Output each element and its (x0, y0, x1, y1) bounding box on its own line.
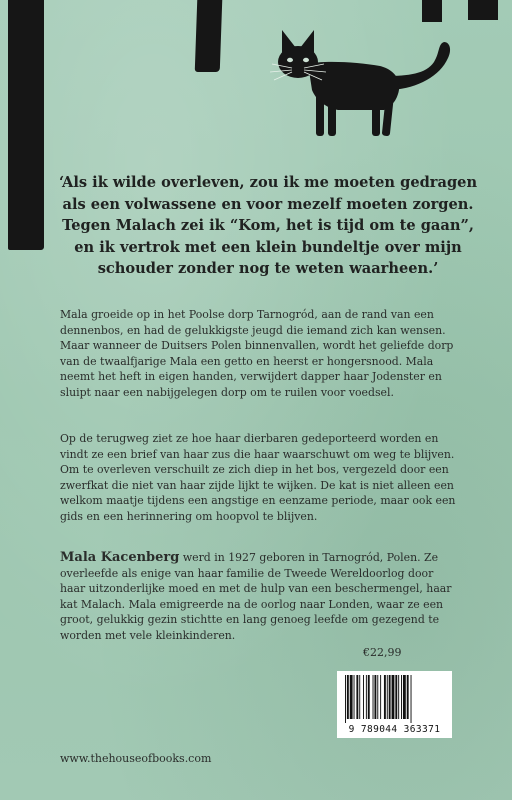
author-name: Mala Kacenberg (60, 550, 180, 565)
author-bio-text: werd in 1927 geboren in Tarnogród, Polen. Ze (179, 551, 439, 564)
blurb-line: Maar wanneer de Duitsers Polen binnenvallen, wordt het geliefde dorp (60, 339, 454, 352)
barcode-bar (380, 675, 381, 719)
barcode-bar (368, 675, 370, 719)
isbn-number: 9 789044 363371 (348, 724, 441, 735)
author-bio-line: kat Malach. Mala emigreerde na de oorlog naar Londen, waar ze een (60, 597, 444, 611)
barcode-bar (395, 675, 397, 719)
barcode (337, 671, 452, 738)
barcode-bar (350, 675, 353, 719)
blurb-line: vindt ze een brief van haar zus die haar waarschuwt om weg te blijven. (60, 447, 455, 461)
blurb-line: zwerfkat die niet van haar zijde lijkt te wijken. De kat is niet alleen een (60, 478, 454, 492)
barcode-bar (384, 675, 386, 719)
blurb-line: gids en een herinnering om hoopvol te blijven. (60, 509, 318, 523)
barcode-bar (359, 675, 360, 719)
publisher-website: www.thehouseofbooks.com (60, 752, 212, 765)
barcode-bar (401, 675, 402, 719)
blurb-line: Mala groeide op in het Poolse dorp Tarnogród, aan de rand van een (60, 308, 434, 321)
quote-line: als een volwassene en voor mezelf moeten zorgen. (62, 195, 474, 213)
barcode-bar (387, 675, 388, 719)
barcode-bar (403, 675, 406, 719)
barcode-bar (407, 675, 409, 719)
quote-line: schouder zonder nog te weten waarheen.’ (97, 260, 439, 278)
author-bio (60, 550, 470, 643)
barcode-bar (377, 675, 378, 719)
tree-trunk-middle (195, 0, 223, 72)
black-cat-illustration (268, 24, 454, 146)
price: €22,99 (363, 646, 402, 659)
barcode-bar (411, 675, 412, 723)
author-bio-line: overleefde als enige van haar familie de Tweede Wereldoorlog door (60, 566, 434, 580)
blurb-paragraph-1 (60, 307, 470, 400)
tree-trunk-right-1 (422, 0, 442, 22)
blurb-line: dennenbos, en had de gelukkigste jeugd die iemand zich kan wensen. (60, 323, 446, 337)
blurb-paragraph-2 (60, 431, 470, 524)
barcode-bar (392, 675, 395, 719)
barcode-bar (374, 675, 376, 719)
barcode-bar (347, 675, 349, 719)
tree-trunk-left (8, 0, 44, 250)
author-bio-line: groot, gelukkig gezin stichtte en lang genoeg leefde om gezegend te (60, 613, 440, 626)
barcode-bar (356, 675, 358, 719)
author-bio-first-line (60, 550, 470, 566)
blurb-line: neemt het heft in eigen handen, verwijdert dapper haar Jodenster en (60, 370, 442, 383)
blurb-line: welkom maatje tijdens een angstige en eenzame periode, maar ook een (60, 494, 456, 507)
quote-line: ‘Als ik wilde overleven, zou ik me moeten gedragen (58, 174, 478, 191)
blurb-line: van de twaalfjarige Mala een getto en heerst er hongersnood. Mala (60, 354, 434, 368)
barcode-bar (373, 675, 374, 719)
author-bio-line: worden met vele kleinkinderen. (60, 628, 236, 642)
quote-line: Tegen Malach zei ik “Kom, het is tijd om te gaan”, (62, 217, 474, 235)
barcode-bar (363, 675, 364, 719)
blurb-line: sluipt naar een nabijgelegen dorp om te ruilen voor voedsel. (60, 385, 394, 399)
barcode-bar (389, 675, 391, 719)
quote-line: en ik vertrok met een klein bundeltje over mijn (74, 238, 462, 256)
barcode-bar (398, 675, 399, 719)
blurb-line: Op de terugweg ziet ze hoe haar dierbaren gedeporteerd worden en (60, 432, 439, 445)
barcode-bar (354, 675, 355, 719)
author-bio-line: haar uitzonderlijke moed en met de hulp van een beschermengel, haar (60, 582, 452, 595)
barcode-bar (345, 675, 346, 723)
tree-trunk-right-2 (468, 0, 498, 20)
barcode-bars (345, 675, 445, 723)
blurb-line: Om te overleven verschuilt ze zich diep in het bos, vergezeld door een (60, 463, 449, 476)
barcode-bar (366, 675, 367, 719)
pull-quote (58, 172, 478, 280)
